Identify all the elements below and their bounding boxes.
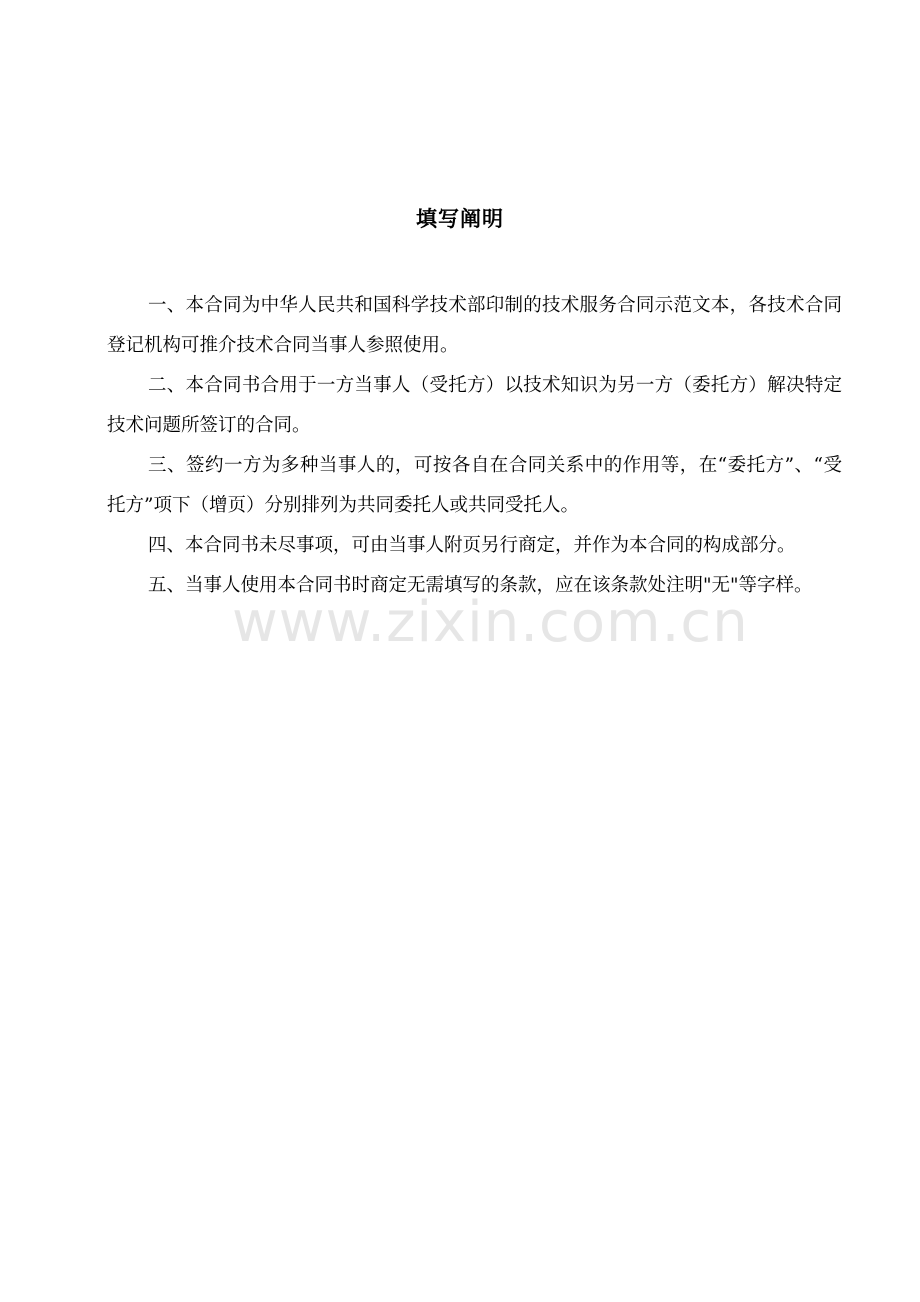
watermark: www.zixin.com.cn — [232, 590, 749, 655]
paragraph-2: 二、本合同书合用于一方当事人（受托方）以技术知识为另一方（委托方）解决特定技术问题所签订的合同。 — [107, 375, 842, 436]
paragraph-3: 三、签约一方为多种当事人的，可按各自在合同关系中的作用等，在“委托方”、“受托方”项下（增页）分别排列为共同委托人或共同受托人。 — [107, 455, 842, 516]
paragraph-5: 五、当事人使用本合同书时商定无需填写的条款，应在该条款处注明"无"等字样。 — [148, 575, 813, 596]
page-title: 填写阐明 — [416, 206, 504, 231]
paragraph-1: 一、本合同为中华人民共和国科学技术部印制的技术服务合同示范文本，各技术合同登记机构可推介技术合同当事人参照使用。 — [107, 295, 842, 356]
instructions-body — [107, 286, 842, 606]
paragraph-4: 四、本合同书未尽事项，可由当事人附页另行商定，并作为本合同的构成部分。 — [148, 535, 796, 556]
